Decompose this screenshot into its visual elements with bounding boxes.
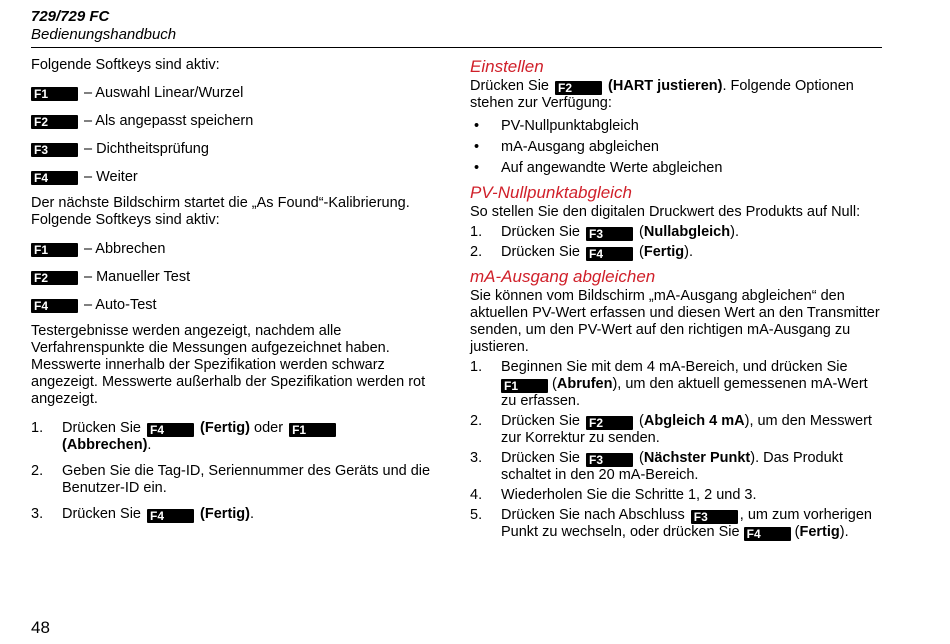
list-item [470,160,885,177]
page-header [31,8,176,44]
step-number: 2. [470,413,483,429]
f1-softkey: F1 [501,379,548,393]
section-title-pv-nullpunkt: PV-Nullpunktabgleich [470,183,632,202]
step-text: ). [684,244,694,260]
options-list [470,118,885,177]
softkey-desc: – Als angepasst speichern [84,113,254,129]
step-number: 2. [31,463,44,479]
bold-label: Abrufen [556,376,613,392]
f3-softkey: F3 [691,510,738,524]
step-text: ( [552,376,557,392]
softkey-row [31,269,441,286]
f2-softkey: F2 [555,81,602,95]
bold-label: (Fertig) [200,506,250,522]
step-text: oder [254,420,284,436]
softkey-row [31,297,441,314]
softkey-row [31,113,441,130]
step-text: Drücken Sie [501,244,580,260]
f1-softkey: F1 [31,243,78,257]
softkey-row [31,169,441,186]
bullet-text: PV-Nullpunktabgleich [501,118,639,134]
step-text: ( [639,450,644,466]
step-text: Drücken Sie [62,420,141,436]
manual-title: Bedienungshandbuch [31,26,177,43]
para-text: . Folgende Optionen stehen zur Verfügung: [470,78,854,111]
bold-label: Abgleich 4 mA [643,413,745,429]
step-text: ). Das Produkt schaltet in den 20 mA-Bereich. [501,450,843,483]
page-number: 48 [31,618,50,637]
step-number: 1. [470,224,483,240]
softkey-row [31,241,441,258]
f2-softkey: F2 [31,271,78,285]
step-text: , um zum vorherigen Punkt zu wechseln, oder drücken Sie [501,507,872,540]
softkey-row [31,141,441,158]
softkey-row [31,85,441,102]
einstellen-paragraph [470,78,885,112]
list-item [470,224,885,241]
step-text: ). [730,224,739,240]
step-text: ( [794,524,800,540]
bold-label: (Abbrechen) [62,437,148,453]
f4-softkey: F4 [147,423,194,437]
f4-softkey: F4 [31,171,78,185]
f3-softkey: F3 [586,453,633,467]
bullet-text: mA-Ausgang abgleichen [501,139,659,155]
step-number: 3. [470,450,483,466]
results-paragraph: Testergebnisse werden angezeigt, nachdem alle Verfahrenspunkte die Messungen aufgezeichnet haben. Messwerte innerhalb der Spezifikation werden schwarz angezeigt. Messwerte außerhalb der Spezifikation werden rot angezeigt. [31,323,426,407]
bold-label: Fertig [799,524,840,540]
bold-label: Nächster Punkt [643,450,751,466]
ma-steps [470,359,885,541]
list-item [470,118,885,135]
step-number: 3. [31,506,44,522]
step-number: 2. [470,244,483,260]
list-item [470,139,885,156]
step-text: ), um den aktuell gemessenen mA-Wert zu erfassen. [501,376,868,409]
step-number: 1. [31,420,44,436]
list-item [31,420,441,454]
model-title: 729/729 FC [31,8,110,25]
ma-intro: Sie können vom Bildschirm „mA-Ausgang abgleichen“ den aktuellen PV-Wert erfassen und diesen Wert an den Transmitter senden, um den PV-Wert auf den richtigen mA-Ausgang zu justieren. [470,288,880,355]
step-text: . [249,506,255,522]
list-item [470,359,885,410]
para-text: Drücken Sie [470,78,549,94]
left-column [31,57,441,532]
section-title-einstellen: Einstellen [470,57,544,76]
header-rule [31,47,882,48]
step-text: ), um den Messwert zur Korrektur zu senden. [501,413,872,446]
pv-intro: So stellen Sie den digitalen Druckwert des Produkts auf Null: [470,204,861,220]
bold-label: Nullabgleich [643,224,731,240]
step-text: . [147,437,152,453]
f4-softkey: F4 [744,527,791,541]
list-item [31,506,441,523]
softkey-desc: – Dichtheitsprüfung [84,141,209,157]
f1-softkey: F1 [289,423,336,437]
bold-label: (Fertig) [200,420,250,436]
f4-softkey: F4 [147,509,194,523]
step-text: Drücken Sie [62,506,141,522]
softkey-desc: – Abbrechen [84,241,166,257]
step-text: Geben Sie die Tag-ID, Seriennummer des Geräts und die Benutzer-ID ein. [62,463,431,496]
bold-label: (HART justieren) [608,78,723,94]
softkey-desc: – Weiter [84,169,138,185]
step-text: ). [839,524,849,540]
step-text: Drücken Sie [501,224,580,240]
step-text: ( [639,244,644,260]
procedure-steps [31,420,441,523]
f1-softkey: F1 [31,87,78,101]
step-text: ( [639,224,644,240]
f2-softkey: F2 [31,115,78,129]
bullet-icon: • [474,160,480,176]
right-column [470,57,885,544]
list-item [470,244,885,261]
list-item [470,487,885,504]
pv-steps [470,224,885,261]
softkey-desc: – Auswahl Linear/Wurzel [84,85,244,101]
step-text: Beginnen Sie mit dem 4 mA-Bereich, und drücken Sie [501,359,848,375]
step-number: 1. [470,359,483,375]
step-text: Drücken Sie [501,413,580,429]
softkey-desc: – Auto-Test [84,297,157,313]
f4-softkey: F4 [586,247,633,261]
f3-softkey: F3 [586,227,633,241]
section-title-ma-ausgang: mA-Ausgang abgleichen [470,267,656,286]
list-item [31,463,441,497]
bullet-icon: • [474,139,480,155]
step-number: 5. [470,507,483,523]
step-text: ( [639,413,644,429]
bullet-icon: • [474,118,480,134]
softkeys-intro: Folgende Softkeys sind aktiv: [31,57,220,73]
step-number: 4. [470,487,483,503]
list-item [470,507,885,541]
step-text: Drücken Sie nach Abschluss [501,507,685,523]
f2-softkey: F2 [586,416,633,430]
list-item [470,450,885,484]
f4-softkey: F4 [31,299,78,313]
f3-softkey: F3 [31,143,78,157]
step-text: Drücken Sie [501,450,580,466]
list-item [470,413,885,447]
step-text: Wiederholen Sie die Schritte 1, 2 und 3. [501,487,757,503]
softkey-desc: – Manueller Test [84,269,191,285]
as-found-intro: Der nächste Bildschirm startet die „As Found“-Kalibrierung. Folgende Softkeys sind aktiv: [31,195,410,228]
bold-label: Fertig [643,244,685,260]
bullet-text: Auf angewandte Werte abgleichen [501,160,723,176]
